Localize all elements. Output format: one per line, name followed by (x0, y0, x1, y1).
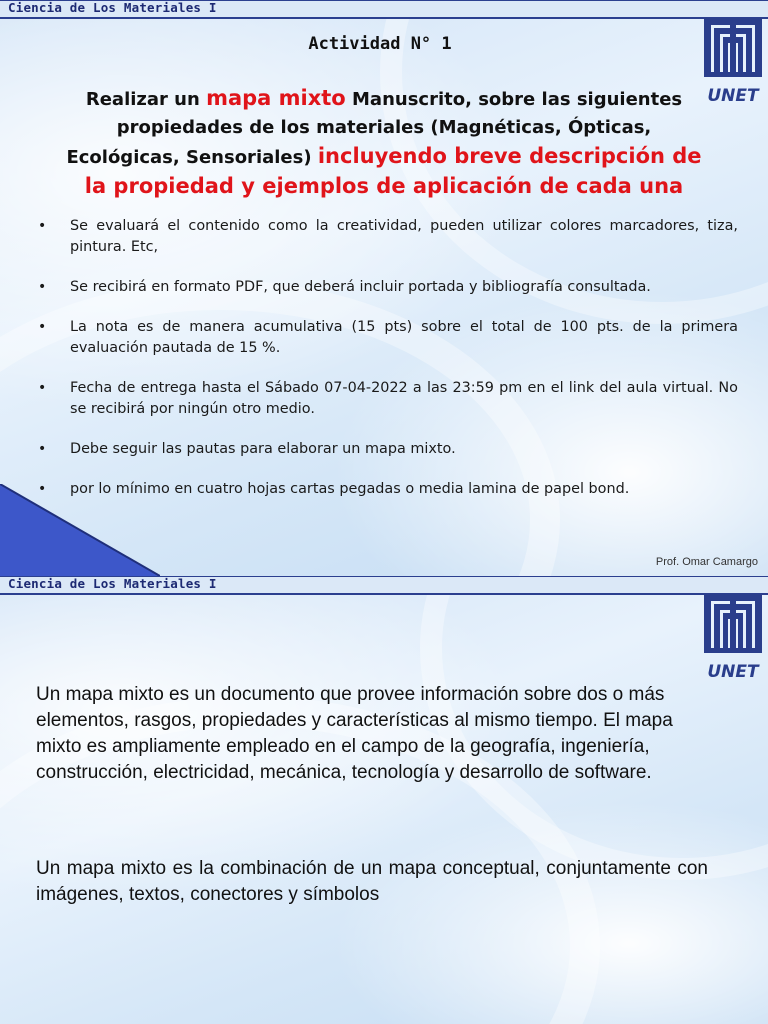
headline-text: Ecológicas, Sensoriales) (66, 147, 318, 168)
course-title: Ciencia de Los Materiales I (8, 576, 217, 591)
course-title: Ciencia de Los Materiales I (8, 0, 217, 15)
definition-paragraph: Un mapa mixto es un documento que provee información sobre dos o más elementos, rasgos, propiedades y características al mismo tiempo. El mapa mixto es ampliamente empleado en el campo de la geografía, ingeniería, construcción, electricidad, mecánica, tecnología y desarrollo de software. (36, 684, 673, 783)
logo-label: UNET (707, 662, 759, 680)
combination-paragraph: Un mapa mixto es la combinación de un mapa conceptual, conjuntamente con imágenes, textos, conectores y símbolos (36, 858, 708, 905)
headline-text: Manuscrito, sobre las siguientes (345, 89, 683, 110)
logo-label: UNET (707, 86, 759, 104)
list-item: • Se recibirá en formato PDF, que deberá incluir portada y bibliografía consultada. (38, 277, 738, 298)
header-bar (0, 576, 768, 595)
author-name: Prof. Omar Camargo (655, 556, 758, 568)
headline-text: propiedades de los materiales (Magnéticas, Ópticas, (116, 117, 652, 138)
list-item: • Fecha de entrega hasta el Sábado 07-04-2022 a las 23:59 pm en el link del aula virtual. No se recibirá por ningún otro medio. (38, 378, 738, 420)
header-bar (0, 0, 768, 19)
list-item: • por lo mínimo en cuatro hojas cartas pegadas o media lamina de papel bond. (38, 479, 738, 500)
slide-2 (0, 576, 768, 1024)
assignment-headline (30, 84, 738, 202)
requirements-list (38, 216, 738, 519)
unet-logo-icon (700, 592, 766, 680)
headline-highlight: la propiedad y ejemplos de aplicación de cada una (84, 174, 684, 198)
headline-highlight: mapa mixto (206, 86, 346, 110)
list-item: • Debe seguir las pautas para elaborar un mapa mixto. (38, 439, 738, 460)
list-item: • Se evaluará el contenido como la creatividad, pueden utilizar colores marcadores, tiza, pintura. Etc, (38, 216, 738, 258)
corner-decoration (0, 484, 160, 576)
activity-title: Actividad N° 1 (308, 34, 452, 54)
headline-text: Realizar un (85, 89, 207, 110)
list-item: • La nota es de manera acumulativa (15 pts) sobre el total de 100 pts. de la primera evaluación pautada de 15 %. (38, 317, 738, 359)
headline-highlight: incluyendo breve descripción de (317, 144, 702, 168)
